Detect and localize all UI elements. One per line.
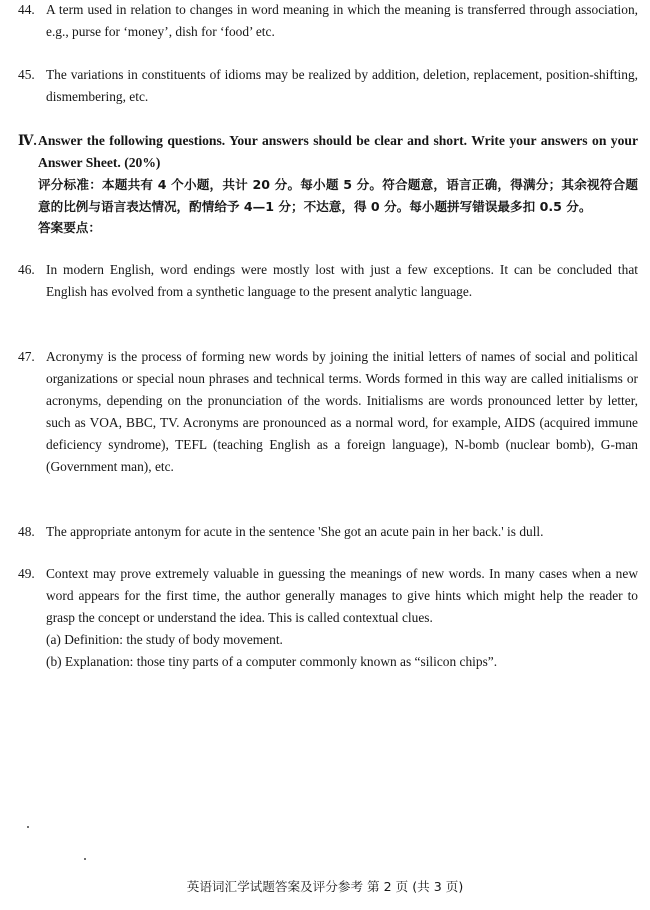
item-paragraph: Context may prove extremely valuable in guessing the meanings of new words. In many cases when a new word appears for the first time, the author generally manages to give hints which might help the reader to grasp the concept or understand the idea. This is called contextual clues.: [46, 566, 638, 625]
item-text: [46, 346, 638, 478]
item-paragraph: Acronymy is the process of forming new words by joining the initial letters of names of social and political organizations or special noun phrases and technical terms. Words formed in this way are called initialisms or acronyms, depending on the pronunciation of the words. Initialisms are words pronounced letter by letter, such as VOA, BBC, TV. Acronyms are pronounced as a normal word, for example, AIDS (acquired immune deficiency syndrome), TEFL (teaching English as a foreign language), N-bomb (nuclear bomb), G-man (Government man), etc.: [46, 349, 638, 474]
item-number: 45.: [18, 67, 35, 82]
item-number: 47.: [18, 349, 35, 364]
section-roman-numeral: Ⅳ.: [18, 133, 37, 148]
item-number: 49.: [18, 566, 35, 581]
section-iv: [18, 130, 638, 238]
answer-46: [18, 259, 638, 303]
scan-speck: [27, 826, 29, 828]
item-text: [46, 563, 638, 673]
item-number: 44.: [18, 2, 35, 17]
example-definition: (a) Definition: the study of body movement.: [46, 632, 283, 647]
page-footer: 英语词汇学试题答案及评分参考 第 2 页 (共 3 页): [186, 879, 464, 894]
answer-48: [18, 521, 638, 543]
example-explanation: (b) Explanation: those tiny parts of a computer commonly known as “silicon chips”.: [46, 654, 498, 669]
item-paragraph: The appropriate antonym for acute in the sentence 'She got an acute pain in her back.' is dull.: [46, 524, 544, 539]
answer-49: [18, 563, 638, 673]
item-text: [46, 0, 638, 43]
scan-speck: [84, 858, 86, 860]
item-paragraph: A term used in relation to changes in word meaning in which the meaning is transferred through association, e.g., purse for ‘money’, dish for ‘food’ etc.: [46, 2, 638, 39]
section-heading: Answer the following questions. Your answers should be clear and short. Write your answers on your Answer Sheet. (20%): [38, 133, 638, 170]
item-paragraph: The variations in constituents of idioms may be realized by addition, deletion, replacement, position-shifting, dismembering, etc.: [46, 67, 638, 104]
scoring-criteria: 评分标准：本题共有 4 个小题，共计 20 分。每小题 5 分。符合题意，语言正确，得满分；其余视符合题意的比例与语言表达情况，酌情给予 4—1 分；不达意，得 0 分。每小题拼写错误最多扣 0.5 分。: [38, 177, 638, 214]
answer-47: [18, 346, 638, 478]
key-points-label: 答案要点：: [38, 220, 101, 235]
item-number: 46.: [18, 262, 35, 277]
item-text: [46, 64, 638, 108]
item-paragraph: In modern English, word endings were mostly lost with just a few exceptions. It can be concluded that English has evolved from a synthetic language to the present analytic language.: [46, 262, 638, 299]
item-text: [46, 259, 638, 303]
item-text: [46, 521, 638, 543]
item-45: [18, 64, 638, 108]
item-number: 48.: [18, 524, 35, 539]
item-44: [18, 0, 638, 43]
